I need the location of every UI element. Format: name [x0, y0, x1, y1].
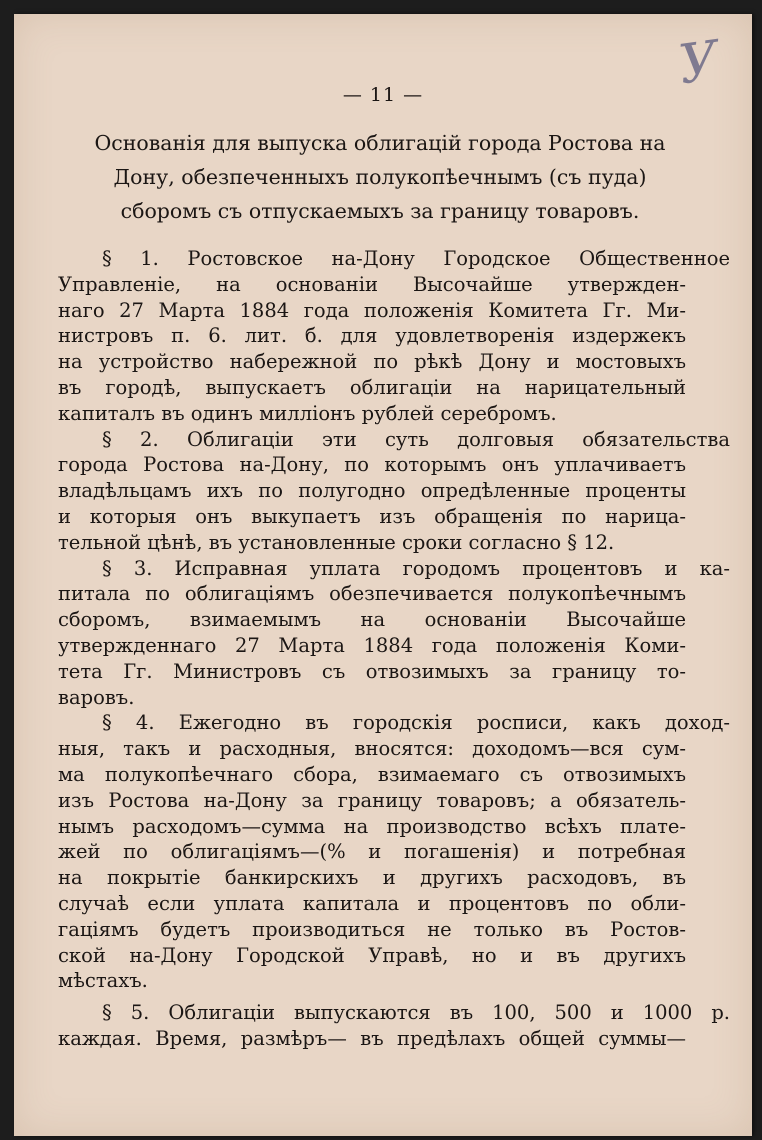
text-line: варовъ.: [58, 685, 135, 709]
text-line: § 5. Облигаціи выпускаются въ 100, 500 и 1000 р.: [102, 1001, 730, 1025]
text-line: и которыя онъ выкупаетъ изъ обращенія по нарица-: [58, 504, 686, 528]
paragraph-section-4: [58, 710, 730, 994]
text-line: сборомъ, взимаемымъ на основаніи Высочайше: [58, 608, 686, 632]
handwritten-margin-mark: У: [674, 28, 723, 97]
text-line: ской на-Дону Городской Управѣ, но и въ другихъ: [58, 943, 686, 967]
text-line: нистровъ п. 6. лит. б. для удовлетворенія издержекъ: [58, 324, 686, 348]
text-line: ма полукопѣечнаго сбора, взимаемаго съ отвозимыхъ: [58, 762, 686, 786]
text-line: гаціямъ будетъ производиться не только въ Ростов-: [58, 917, 686, 941]
paragraph-section-2: [58, 427, 730, 556]
document-heading: [60, 126, 700, 228]
text-line: ныя, такъ и расходныя, вносятся: доходомъ—вся сум-: [58, 737, 686, 761]
page-number: — 11 —: [342, 84, 424, 106]
text-line: тета Гг. Министровъ съ отвозимыхъ за границу то-: [58, 659, 686, 683]
paragraph-section-5: [58, 1000, 730, 1052]
text-line: § 2. Облигаціи эти суть долговыя обязательства: [102, 427, 730, 451]
text-line: Управленіе, на основаніи Высочайше утвержден-: [58, 272, 686, 296]
text-line: владѣльцамъ ихъ по полугодно опредѣленные проценты: [58, 479, 686, 503]
text-line: наго 27 Марта 1884 года положенія Комитета Гг. Ми-: [58, 298, 686, 322]
text-line: въ городѣ, выпускаетъ облигаціи на нарицательный: [58, 375, 686, 399]
text-line: § 3. Исправная уплата городомъ процентовъ и ка-: [102, 556, 730, 580]
text-line: § 1. Ростовское на-Дону Городское Общественное: [102, 247, 730, 270]
text-line: утвержденнаго 27 Марта 1884 года положенія Коми-: [58, 633, 686, 657]
text-line: нымъ расходомъ—сумма на производство всѣхъ плате-: [58, 814, 686, 838]
text-line: жей по облигаціямъ—(%‍ и погашенія) и потребная: [58, 840, 686, 864]
text-line: на устройство набережной по рѣкѣ Дону и мостовыхъ: [58, 350, 686, 374]
text-line: изъ Ростова на-Дону за границу товаровъ; а обязатель-: [58, 788, 686, 812]
text-line: питала по облигаціямъ обезпечивается полукопѣечнымъ: [58, 582, 686, 606]
paragraph-section-3: [58, 556, 730, 711]
text-line: на покрытіе банкирскихъ и другихъ расходовъ, въ: [58, 866, 686, 890]
document-page: [14, 14, 752, 1136]
text-line: города Ростова на-Дону, по которымъ онъ уплачиваетъ: [58, 453, 686, 477]
text-line: § 4. Ежегодно въ городскія росписи, какъ доход-: [102, 711, 730, 735]
heading-line: Дону, обезпеченныхъ полукопѣечнымъ (съ пуда): [113, 165, 647, 189]
heading-line: Основанія для выпуска облигацій города Ростова на: [94, 131, 666, 155]
text-line: мѣстахъ.: [58, 969, 148, 993]
text-line: капиталъ въ одинъ милліонъ рублей серебромъ.: [58, 401, 557, 425]
text-line: тельной цѣнѣ, въ установленные сроки согласно § 12.: [58, 530, 615, 554]
heading-line: сборомъ съ отпускаемыхъ за границу товаровъ.: [120, 199, 640, 223]
document-body: [58, 246, 730, 1052]
text-line: каждая. Время, размѣръ— въ предѣлахъ общей суммы—: [58, 1026, 686, 1050]
paragraph-section-1: [58, 246, 730, 427]
text-line: случаѣ если уплата капитала и процентовъ по обли-: [58, 891, 686, 915]
